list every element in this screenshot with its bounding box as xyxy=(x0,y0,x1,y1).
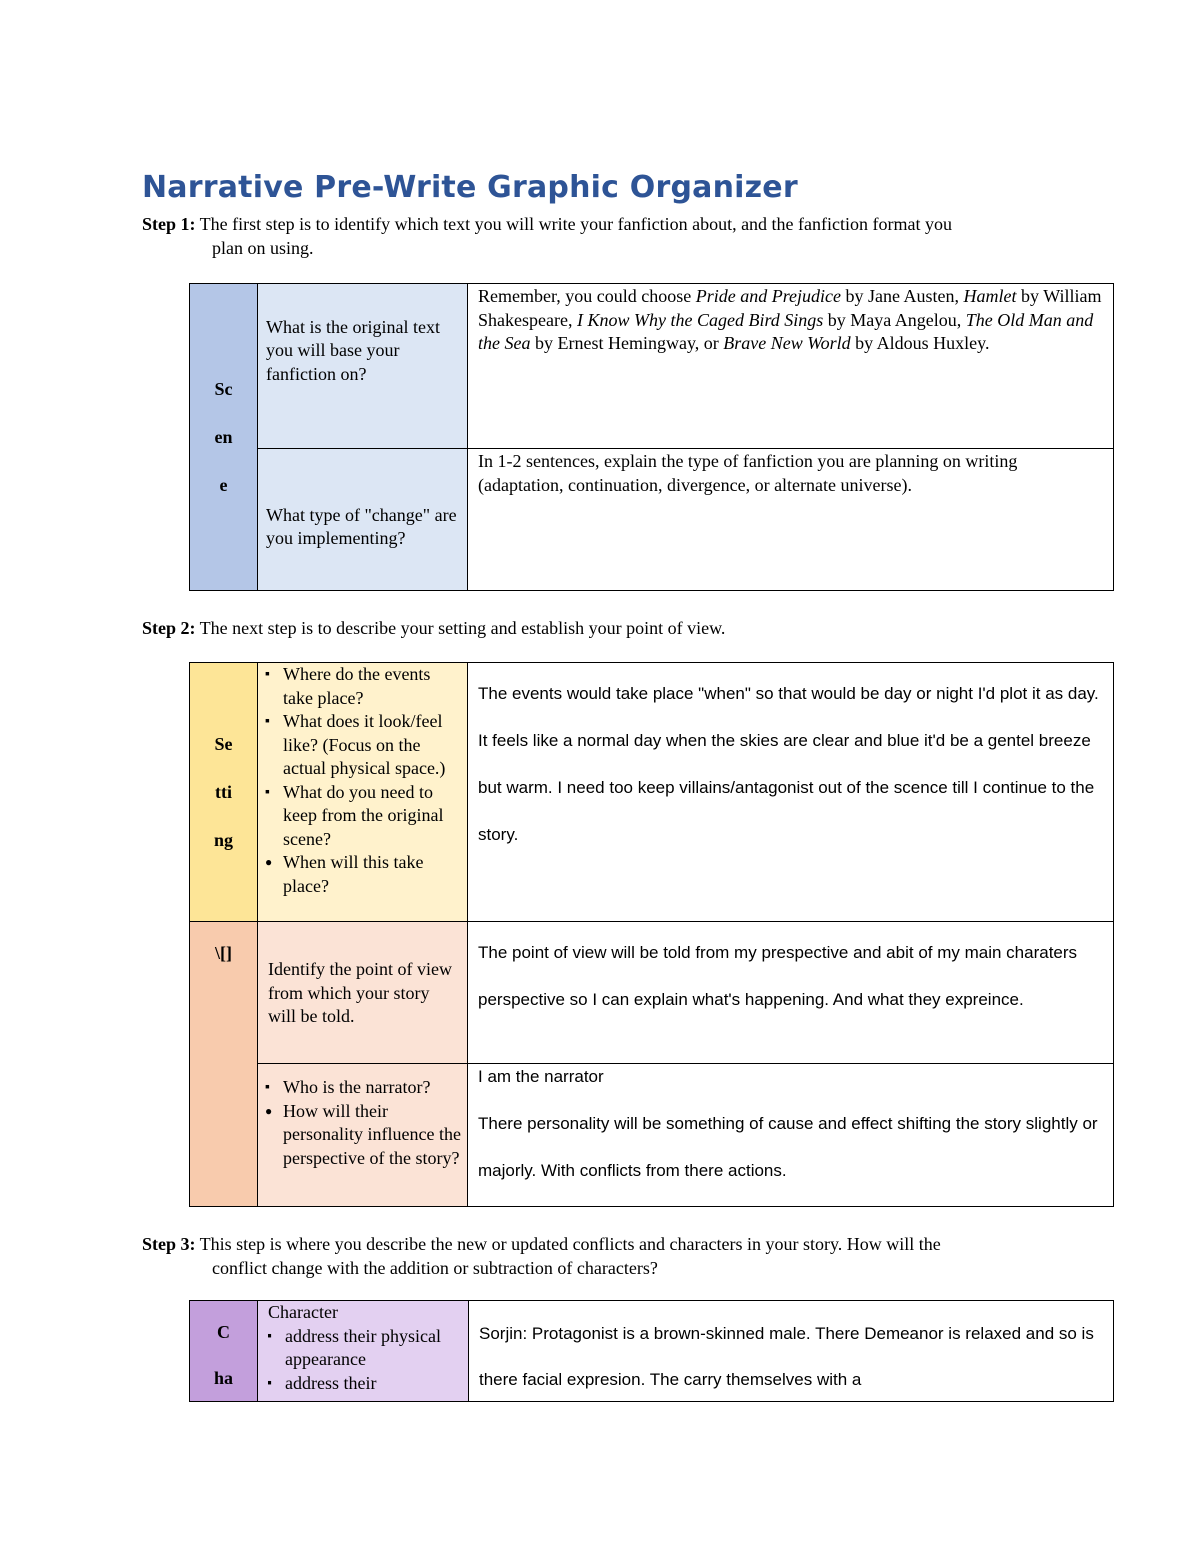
scene-answer-change-type[interactable]: In 1-2 sentences, explain the type of fanfiction you are planning on writing (adaptation, continuation, divergence, or alternate universe). xyxy=(468,449,1114,591)
setting-questions xyxy=(258,663,468,922)
scene-question-original-text: What is the original text you will base your fanfiction on? xyxy=(258,284,468,449)
step-1-text: The first step is to identify which text you will write your fanfiction about, and the fanfiction format you xyxy=(195,214,952,234)
narrator-bullet: ● How will their personality influence the perspective of the story? xyxy=(283,1100,461,1171)
setting-bullet: ▪ What does it look/feel like? (Focus on the actual physical space.) xyxy=(283,710,461,781)
character-bullet: ▪ address their xyxy=(285,1372,464,1396)
character-side-label: C ha xyxy=(190,1301,258,1402)
step-2-instructions xyxy=(142,616,1042,640)
step-1-text-cont: plan on using. xyxy=(212,238,314,258)
setting-bullet: ▪ What do you need to keep from the original scene? xyxy=(283,781,461,852)
scene-question-change-type: What type of "change" are you implementing? xyxy=(258,449,468,591)
setting-bullet: ● When will this take place? xyxy=(283,851,461,898)
narrator-questions xyxy=(258,1064,468,1207)
pov-side-label: \[] xyxy=(190,922,258,1207)
step-1-instructions xyxy=(142,212,1042,260)
character-table xyxy=(189,1300,1114,1402)
setting-bullet: ▪ Where do the events take place? xyxy=(283,663,461,710)
narrator-answer[interactable]: I am the narrator There personality will be something of cause and effect shifting the story slightly or majorly. With conflicts from there actions. xyxy=(468,1064,1114,1207)
pov-question: Identify the point of view from which your story will be told. xyxy=(258,922,468,1064)
scene-side-label: Sc en e xyxy=(190,284,258,591)
step-2-label: Step 2: xyxy=(142,618,196,638)
character-heading: Character xyxy=(268,1302,338,1322)
character-bullet: ▪ address their physical appearance xyxy=(285,1325,464,1372)
pov-answer[interactable]: The point of view will be told from my prespective and abit of my main charaters perspective so I can explain what's happening. And what they expreince. xyxy=(468,922,1114,1064)
narrator-bullet: ▪ Who is the narrator? xyxy=(283,1076,461,1100)
step-1-label: Step 1: xyxy=(142,214,196,234)
setting-pov-table xyxy=(189,662,1114,1207)
setting-answer[interactable]: The events would take place "when" so that would be day or night I'd plot it as day. It feels like a normal day when the skies are clear and blue it'd be a gentel breeze but warm. I need too keep villains/antagonist out of the scence till I continue to the story. xyxy=(468,663,1114,922)
page-title: Narrative Pre-Write Graphic Organizer xyxy=(142,170,798,205)
scene-answer-original-text[interactable]: Remember, you could choose Pride and Prejudice by Jane Austen, Hamlet by William Shakespeare, I Know Why the Caged Bird Sings by Maya Angelou, The Old Man and the Sea by Ernest Hemingway, or Brave New World by Aldous Huxley. xyxy=(468,284,1114,449)
step-2-text: The next step is to describe your setting and establish your point of view. xyxy=(195,618,726,638)
step-3-text-cont: conflict change with the addition or subtraction of characters? xyxy=(212,1258,658,1278)
step-3-instructions xyxy=(142,1232,1042,1280)
scene-table xyxy=(189,283,1114,591)
step-3-label: Step 3: xyxy=(142,1234,196,1254)
setting-side-label: Se tti ng xyxy=(190,663,258,922)
character-answer[interactable]: Sorjin: Protagonist is a brown-skinned male. There Demeanor is relaxed and so is there facial expresion. The carry themselves with a xyxy=(469,1301,1114,1402)
character-questions xyxy=(258,1301,469,1402)
step-3-text: This step is where you describe the new or updated conflicts and characters in your story. How will the xyxy=(195,1234,941,1254)
